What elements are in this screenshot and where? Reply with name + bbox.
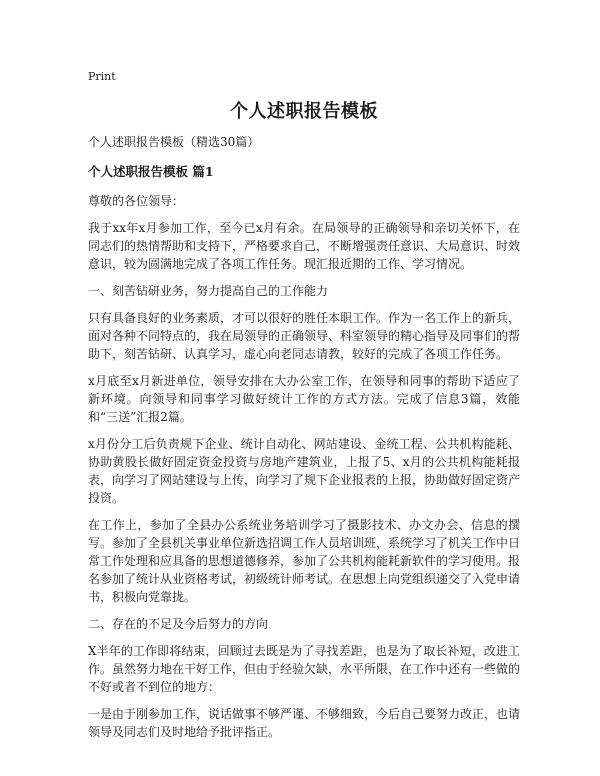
heading-part-one: 一、刻苦钻研业务，努力提高自己的工作能力 xyxy=(88,284,329,298)
section-title: 个人述职报告模板 篇1 xyxy=(88,164,214,179)
paragraph-shortcoming-one: 一是由于刚参加工作，说话做事不够严谨、不够细致，今后自己要努力改正，也请领导及同志们及时地给予批评指正。 xyxy=(88,707,521,739)
paragraph-training: 在工作上，参加了全县办公系统业务培训学习了摄影技术、办文办会、信息的撰写。参加了全县机关事业单位新选招调工作人员培训班，系统学习了机关工作中日常工作处理和应具备的思想道德修养，参加了公共机构能耗新软件的学习使用。报名参加了统计从业资格考试，初级统计师考试。在思想上向党组织递交了入党申请书，积极向党靠拢。 xyxy=(88,518,521,604)
document-subtitle: 个人述职报告模板（精选30篇） xyxy=(88,135,260,149)
heading-part-two: 二、存在的不足及今后努力的方向 xyxy=(88,617,269,631)
document-title: 个人述职报告模板 xyxy=(230,101,378,122)
paragraph-skills: 只有具备良好的业务素质，才可以很好的胜任本职工作。作为一名工作上的新兵，面对各种不同特点的，我在局领导的正确领导、科室领导的精心指导及同事们的帮助下，刻苦钻研、认真学习，虚心向老同志请教，较好的完成了各项工作任务。 xyxy=(88,311,521,361)
document-page xyxy=(88,70,520,750)
salutation: 尊敬的各位领导： xyxy=(88,194,185,208)
paragraph-new-unit: x月底至x月新进单位，领导安排在大办公室工作，在领导和同事的帮助下适应了新环境。向领导和同事学习做好统计工作的方式方法。完成了信息3篇，效能和“三送”汇报2篇。 xyxy=(88,374,520,424)
paragraph-review: X半年的工作即将结束，回顾过去既是为了寻找差距，也是为了取长补短，改进工作。虽然努力地在干好工作，但由于经验欠缺，水平所限，在工作中还有一些做的不好或者不到位的地方： xyxy=(88,644,521,694)
paragraph-duties: x月份分工后负责规下企业、统计自动化、网站建设、金统工程、公共机构能耗、协助黄股长做好固定资金投资与房地产建筑业，上报了5、x月的公共机构能耗报表，向学习了网站建设与上传，向学习了规下企业报表的上报，协助做好固定资产投资。 xyxy=(88,437,521,505)
paragraph-intro: 我于xx年x月参加工作，至今已x月有余。在局领导的正确领导和亲切关怀下，在同志们的热情帮助和支持下，严格要求自己，不断增强责任意识、大局意识、时效意识，较为圆满地完成了各项工作任务。现汇报近期的工作、学习情况。 xyxy=(88,221,521,271)
print-link[interactable]: Print xyxy=(88,70,116,83)
